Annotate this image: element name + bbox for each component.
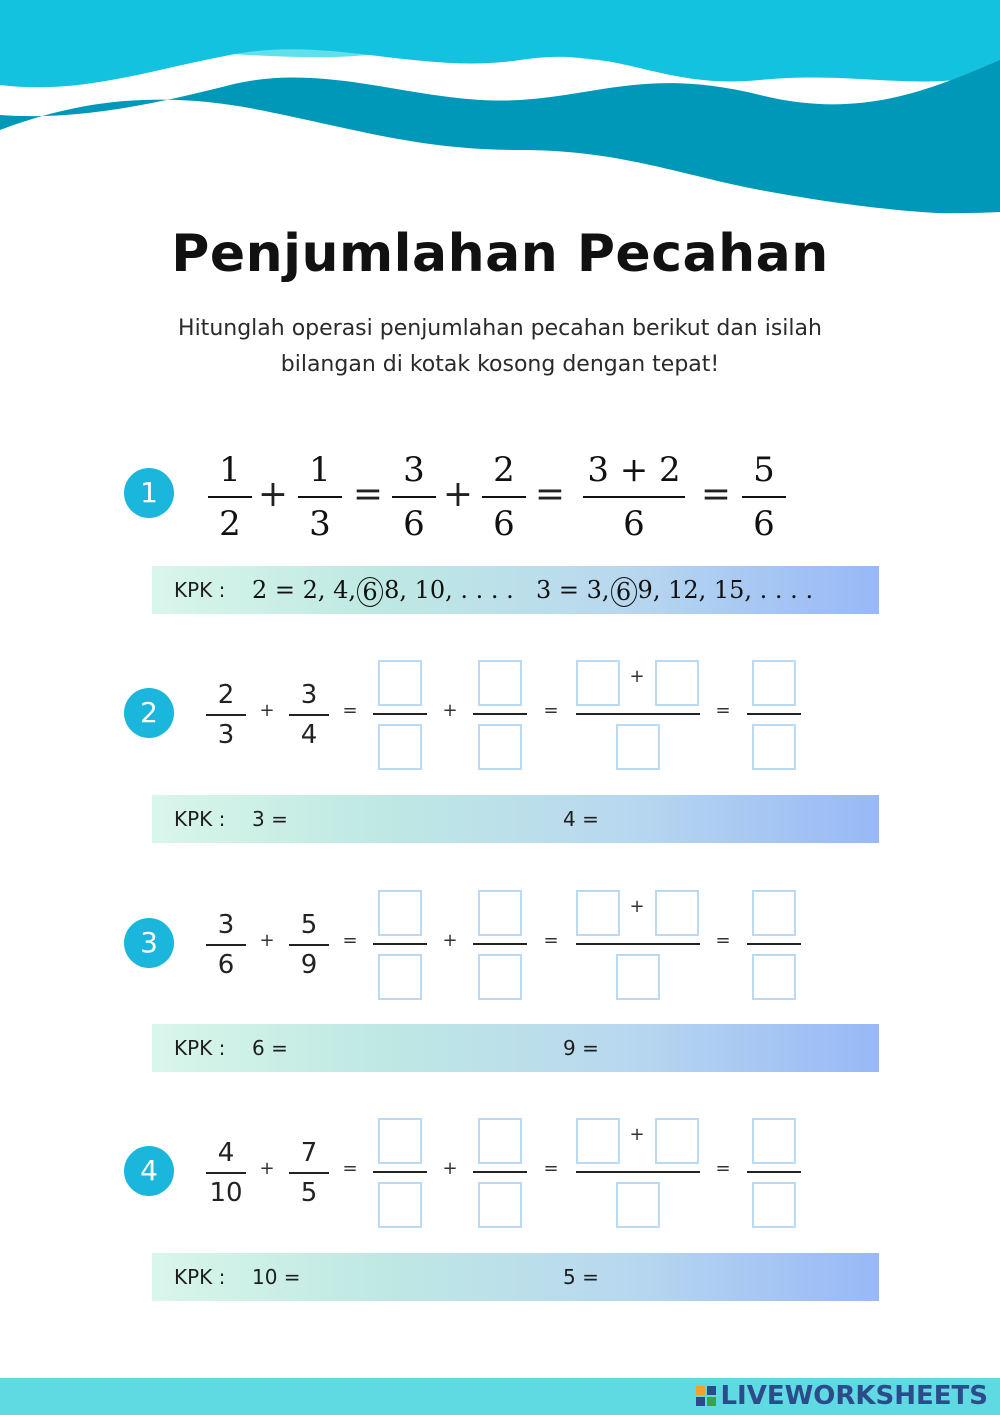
answer-box[interactable] [478, 724, 522, 770]
equals-operator: = [715, 930, 731, 951]
brand-name: LIVEWORKSHEETS [720, 1381, 988, 1411]
given-fraction [204, 908, 248, 982]
kpk-right-expression: 4 = [563, 807, 599, 831]
denominator: 6 [753, 504, 775, 544]
numerator: 4 [217, 1138, 235, 1168]
plus-operator: + [442, 700, 458, 721]
fraction-bar [473, 943, 527, 945]
fraction-bar [473, 1171, 527, 1173]
equals-operator: = [715, 700, 731, 721]
denominator: 3 [309, 504, 331, 544]
denominator: 6 [217, 950, 235, 980]
equals-operator: = [543, 700, 559, 721]
equals-operator: = [342, 1158, 358, 1179]
fraction-bar [373, 943, 427, 945]
kpk-right-text: 3 = 3, [536, 576, 610, 604]
fraction-bar [576, 713, 700, 715]
denominator: 2 [219, 504, 241, 544]
answer-box[interactable] [378, 660, 422, 706]
answer-box[interactable] [478, 660, 522, 706]
kpk-bar [152, 1253, 879, 1301]
plus-operator: + [259, 930, 275, 951]
numerator: 1 [219, 450, 241, 490]
denominator: 6 [403, 504, 425, 544]
equals-operator: = [543, 930, 559, 951]
answer-box[interactable] [655, 660, 699, 706]
denominator: 6 [493, 504, 515, 544]
fraction-bar [747, 713, 801, 715]
kpk-left-text: 8, 10, . . . . [384, 576, 514, 604]
equals-operator: = [700, 474, 732, 515]
example-fraction-result [734, 448, 794, 546]
answer-box[interactable] [576, 660, 620, 706]
answer-box[interactable] [752, 954, 796, 1000]
answer-box[interactable] [616, 724, 660, 770]
circled-common-multiple: 6 [611, 577, 637, 607]
header-wave-decoration [0, 0, 1000, 230]
page-title: Penjumlahan Pecahan [171, 224, 829, 284]
equals-operator: = [715, 1158, 731, 1179]
plus-operator: + [259, 1158, 275, 1179]
answer-box[interactable] [478, 890, 522, 936]
denominator: 4 [300, 720, 318, 750]
numerator: 2 [217, 680, 235, 710]
plus-operator: + [629, 1124, 645, 1145]
kpk-bar [152, 1024, 879, 1072]
kpk-label: KPK : [174, 1265, 226, 1289]
kpk-bar [152, 566, 879, 614]
fraction-bar [206, 1172, 246, 1174]
fraction-bar [747, 943, 801, 945]
fraction-bar [206, 714, 246, 716]
kpk-left-text: 2 = 2, 4, [252, 576, 357, 604]
numerator: 3 [403, 450, 425, 490]
example-fraction-sum [575, 448, 693, 546]
denominator: 3 [217, 720, 235, 750]
kpk-left-expression: 6 = [252, 1036, 288, 1060]
numerator: 3 [217, 910, 235, 940]
plus-operator: + [442, 930, 458, 951]
denominator: 10 [209, 1178, 243, 1208]
fraction-bar [583, 496, 685, 498]
kpk-bar [152, 795, 879, 843]
kpk-left-multiples [252, 566, 514, 614]
answer-box[interactable] [478, 954, 522, 1000]
fraction-bar [298, 496, 342, 498]
kpk-label: KPK : [174, 578, 226, 602]
problem-number-badge: 1 [124, 468, 174, 518]
instruction-line-2: bilangan di kotak kosong dengan tepat! [280, 352, 720, 377]
fraction-bar [576, 1171, 700, 1173]
given-fraction [287, 908, 331, 982]
fraction-bar [289, 944, 329, 946]
given-fraction [204, 1136, 248, 1210]
numerator: 3 + 2 [587, 450, 681, 490]
kpk-right-multiples [536, 566, 813, 614]
problem-number-badge: 3 [124, 918, 174, 968]
kpk-right-text: 9, 12, 15, . . . . [637, 576, 814, 604]
instruction-line-1: Hitunglah operasi penjumlahan pecahan berikut dan isilah [178, 316, 822, 341]
circled-common-multiple: 6 [357, 577, 383, 607]
numerator: 5 [753, 450, 775, 490]
example-fraction [290, 448, 350, 546]
example-fraction [384, 448, 444, 546]
answer-box[interactable] [752, 1118, 796, 1164]
answer-box[interactable] [616, 954, 660, 1000]
fraction-bar [289, 714, 329, 716]
given-fraction [204, 678, 248, 752]
fraction-bar [373, 713, 427, 715]
fraction-bar [473, 713, 527, 715]
example-fraction [474, 448, 534, 546]
given-fraction [287, 678, 331, 752]
numerator: 1 [309, 450, 331, 490]
answer-box[interactable] [378, 1118, 422, 1164]
answer-box[interactable] [576, 1118, 620, 1164]
denominator: 5 [300, 1178, 318, 1208]
plus-operator: + [442, 1158, 458, 1179]
answer-box[interactable] [378, 954, 422, 1000]
answer-box[interactable] [478, 1182, 522, 1228]
kpk-left-expression: 3 = [252, 807, 288, 831]
kpk-right-expression: 5 = [563, 1265, 599, 1289]
answer-box[interactable] [616, 1182, 660, 1228]
kpk-left-expression: 10 = [252, 1265, 301, 1289]
plus-operator: + [629, 896, 645, 917]
plus-operator: + [629, 666, 645, 687]
problem-number-badge: 4 [124, 1146, 174, 1196]
example-fraction [200, 448, 260, 546]
fraction-bar [392, 496, 436, 498]
given-fraction [287, 1136, 331, 1210]
numerator: 5 [300, 910, 318, 940]
numerator: 7 [300, 1138, 318, 1168]
fraction-bar [576, 943, 700, 945]
equals-operator: = [352, 474, 384, 515]
answer-box[interactable] [378, 1182, 422, 1228]
fraction-bar [742, 496, 786, 498]
answer-box[interactable] [752, 660, 796, 706]
equals-operator: = [342, 930, 358, 951]
denominator: 9 [300, 950, 318, 980]
kpk-right-expression: 9 = [563, 1036, 599, 1060]
kpk-label: KPK : [174, 807, 226, 831]
problem-number-badge: 2 [124, 688, 174, 738]
answer-box[interactable] [478, 1118, 522, 1164]
plus-operator: + [257, 474, 289, 515]
answer-box[interactable] [378, 724, 422, 770]
fraction-bar [208, 496, 252, 498]
fraction-bar [747, 1171, 801, 1173]
answer-box[interactable] [576, 890, 620, 936]
fraction-bar [482, 496, 526, 498]
numerator: 2 [493, 450, 515, 490]
plus-operator: + [442, 474, 474, 515]
liveworksheets-icon [696, 1386, 716, 1406]
answer-box[interactable] [752, 724, 796, 770]
fraction-bar [373, 1171, 427, 1173]
answer-box[interactable] [378, 890, 422, 936]
kpk-label: KPK : [174, 1036, 226, 1060]
equals-operator: = [543, 1158, 559, 1179]
fraction-bar [206, 944, 246, 946]
numerator: 3 [300, 680, 318, 710]
answer-box[interactable] [752, 890, 796, 936]
equals-operator: = [534, 474, 566, 515]
equals-operator: = [342, 700, 358, 721]
brand-logo [696, 1378, 988, 1415]
answer-box[interactable] [655, 1118, 699, 1164]
answer-box[interactable] [752, 1182, 796, 1228]
fraction-bar [289, 1172, 329, 1174]
footer-bar [0, 1378, 1000, 1415]
answer-box[interactable] [655, 890, 699, 936]
plus-operator: + [259, 700, 275, 721]
denominator: 6 [623, 504, 645, 544]
